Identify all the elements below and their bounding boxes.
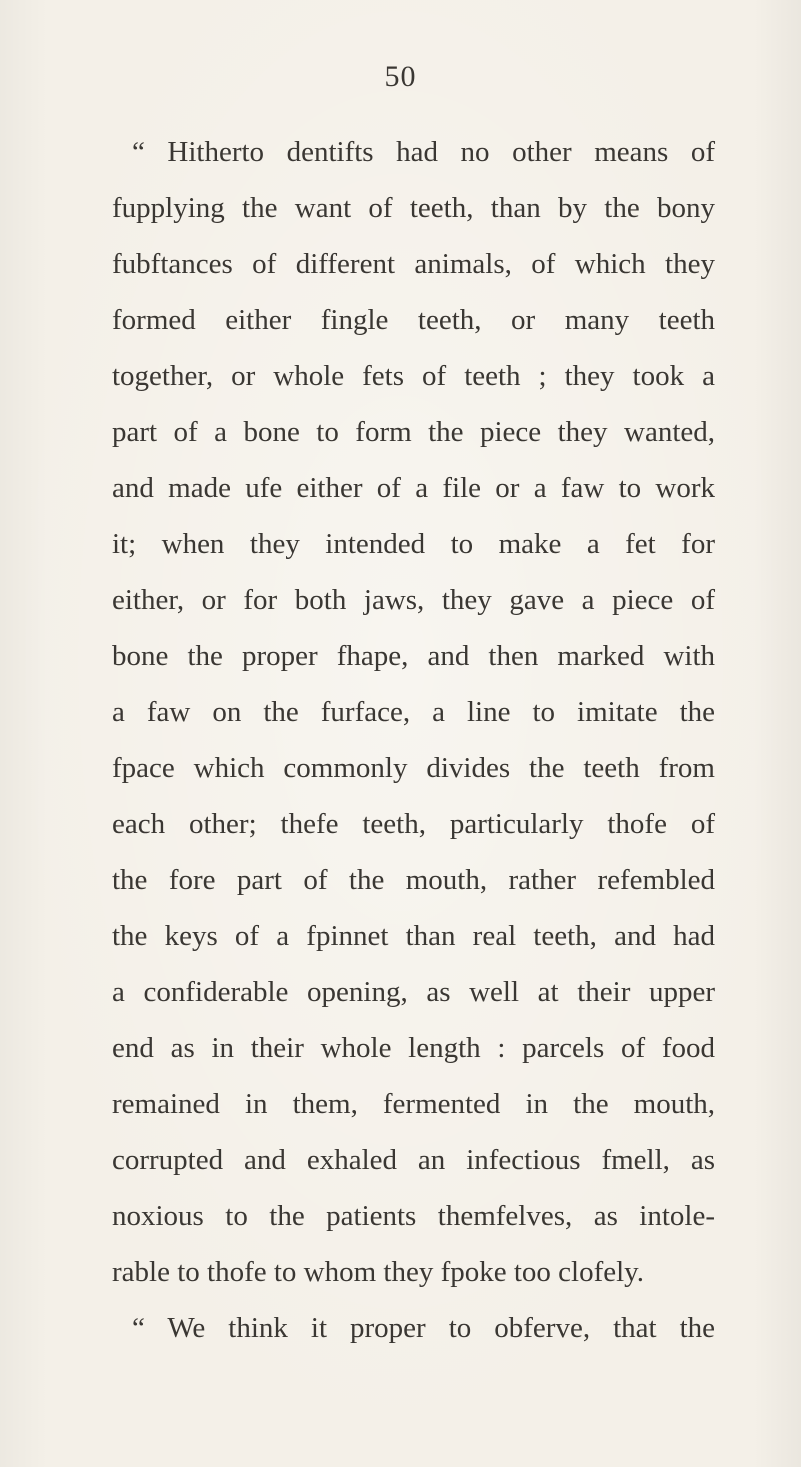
text-line: fupplying the want of teeth, than by the bony bbox=[112, 192, 715, 224]
text-line: “ We think it proper to obferve, that the bbox=[132, 1312, 715, 1344]
text-line: fpace which commonly divides the teeth from bbox=[112, 752, 715, 784]
page-number: 50 bbox=[384, 60, 417, 93]
text-line: remained in them, fermented in the mouth, bbox=[112, 1088, 715, 1120]
text-line: and made ufe either of a file or a faw to work bbox=[112, 472, 715, 504]
text-line: rable to thofe to whom they fpoke too clofely. bbox=[112, 1256, 645, 1288]
text-line: together, or whole fets of teeth ; they took a bbox=[112, 360, 715, 392]
text-line: part of a bone to form the piece they wanted, bbox=[112, 416, 715, 448]
text-line: a confiderable opening, as well at their upper bbox=[112, 976, 715, 1008]
text-line: end as in their whole length : parcels of food bbox=[112, 1032, 715, 1064]
text-line: a faw on the furface, a line to imitate the bbox=[112, 696, 715, 728]
body-text bbox=[112, 124, 715, 1356]
text-line: it; when they intended to make a fet for bbox=[112, 528, 715, 560]
text-line: bone the proper fhape, and then marked with bbox=[112, 640, 715, 672]
text-line: formed either fingle teeth, or many teeth bbox=[112, 304, 715, 336]
text-line: each other; thefe teeth, particularly thofe of bbox=[112, 808, 715, 840]
text-line: fubftances of different animals, of which they bbox=[112, 248, 715, 280]
text-line: noxious to the patients themfelves, as intole- bbox=[112, 1200, 715, 1232]
text-line: corrupted and exhaled an infectious fmell, as bbox=[112, 1144, 715, 1176]
text-line: the keys of a fpinnet than real teeth, and had bbox=[112, 920, 715, 952]
text-line: either, or for both jaws, they gave a piece of bbox=[112, 584, 715, 616]
text-line: “ Hitherto dentifts had no other means of bbox=[132, 136, 715, 168]
text-line: the fore part of the mouth, rather refembled bbox=[112, 864, 715, 896]
